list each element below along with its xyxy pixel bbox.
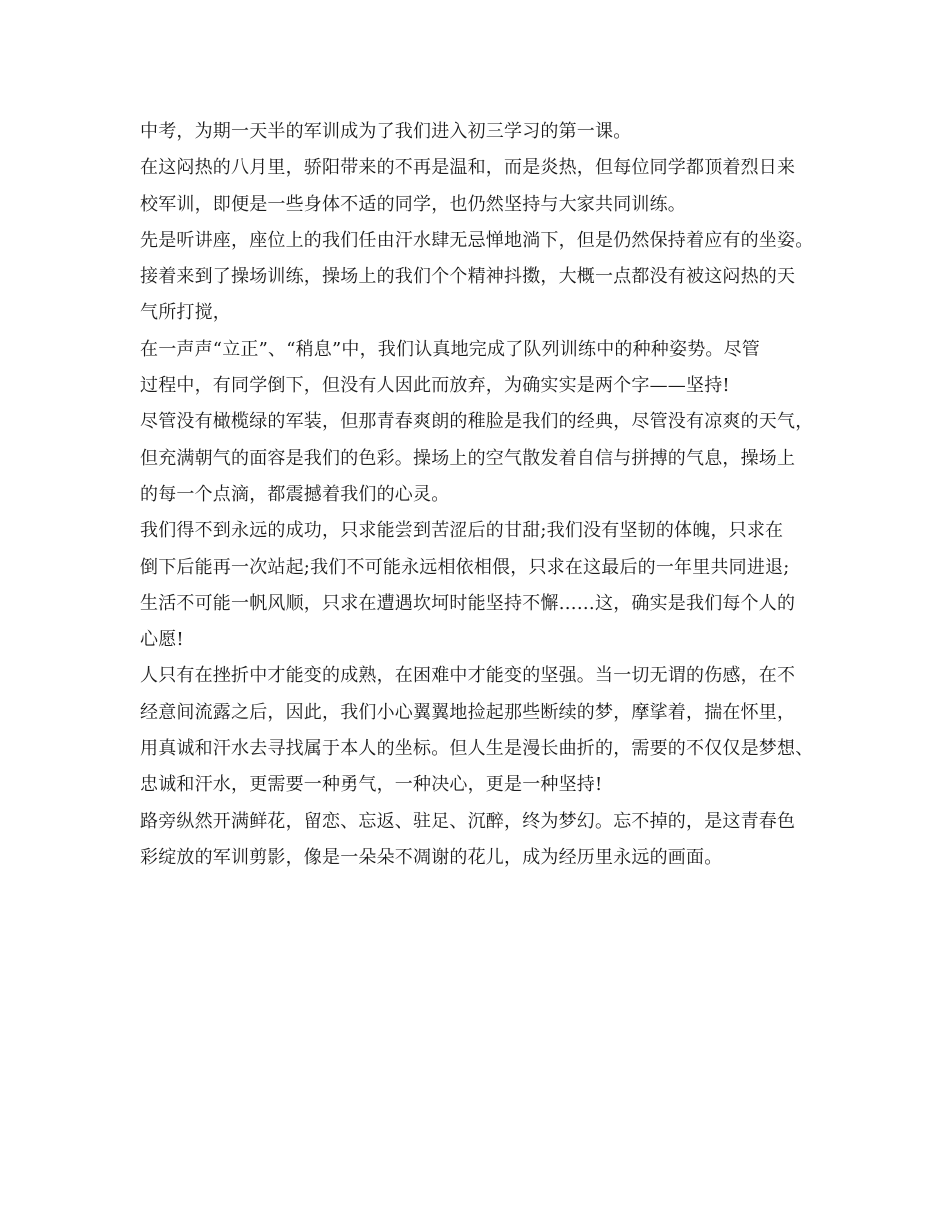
- text-line: 校军训，即便是一些身体不适的同学，也仍然坚持与大家共同训练。: [140, 193, 686, 215]
- text-line: 的每一个点滴，都震撼着我们的心灵。: [140, 483, 450, 505]
- text-line: 人只有在挫折中才能变的成熟，在困难中才能变的坚强。当一切无谓的伤感，在不: [140, 665, 796, 687]
- text-line: 生活不可能一帆风顺，只求在遭遇坎坷时能坚持不懈……这，确实是我们每个人的: [140, 592, 796, 614]
- text-line: 彩绽放的军训剪影，像是一朵朵不凋谢的花儿，成为经历里永远的画面。: [140, 846, 723, 868]
- text-line: 但充满朝气的面容是我们的色彩。操场上的空气散发着自信与拼搏的气息，操场上: [140, 447, 796, 469]
- text-line: 在这闷热的八月里，骄阳带来的不再是温和，而是炎热，但每位同学都顶着烈日来: [140, 157, 796, 179]
- text-line: 路旁纵然开满鲜花，留恋、忘返、驻足、沉醉，终为梦幻。忘不掉的，是这青春色: [140, 810, 796, 832]
- text-line: 先是听讲座，座位上的我们任由汗水肆无忌惮地淌下，但是仍然保持着应有的坐姿。: [140, 229, 814, 251]
- text-line: 忠诚和汗水，更需要一种勇气，一种决心，更是一种坚持!: [140, 774, 603, 796]
- text-line: 接着来到了操场训练，操场上的我们个个精神抖擞，大概一点都没有被这闷热的天: [140, 266, 796, 288]
- text-line: 过程中，有同学倒下，但没有人因此而放弃，为确实实是两个字——坚持!: [140, 375, 730, 397]
- text-line: 在一声声“立正”、“稍息”中，我们认真地完成了队列训练中的种种姿势。尽管: [140, 338, 761, 360]
- text-line: 用真诚和汗水去寻找属于本人的坐标。但人生是漫长曲折的，需要的不仅仅是梦想、: [140, 738, 814, 760]
- text-line: 我们得不到永远的成功，只求能尝到苦涩后的甘甜;我们没有坚韧的体魄，只求在: [140, 520, 784, 542]
- text-line: 倒下后能再一次站起;我们不可能永远相依相偎，只求在这最后的一年里共同进退;: [140, 556, 790, 578]
- text-line: 气所打搅，: [140, 302, 231, 324]
- text-line: 尽管没有橄榄绿的军装，但那青春爽朗的稚脸是我们的经典，尽管没有凉爽的天气，: [140, 411, 814, 433]
- body-text: [140, 114, 840, 876]
- text-line: 经意间流露之后，因此，我们小心翼翼地捡起那些断续的梦，摩挲着，揣在怀里，: [140, 701, 796, 723]
- text-line: 中考，为期一天半的军训成为了我们进入初三学习的第一课。: [140, 121, 632, 142]
- text-line: 心愿!: [140, 629, 184, 651]
